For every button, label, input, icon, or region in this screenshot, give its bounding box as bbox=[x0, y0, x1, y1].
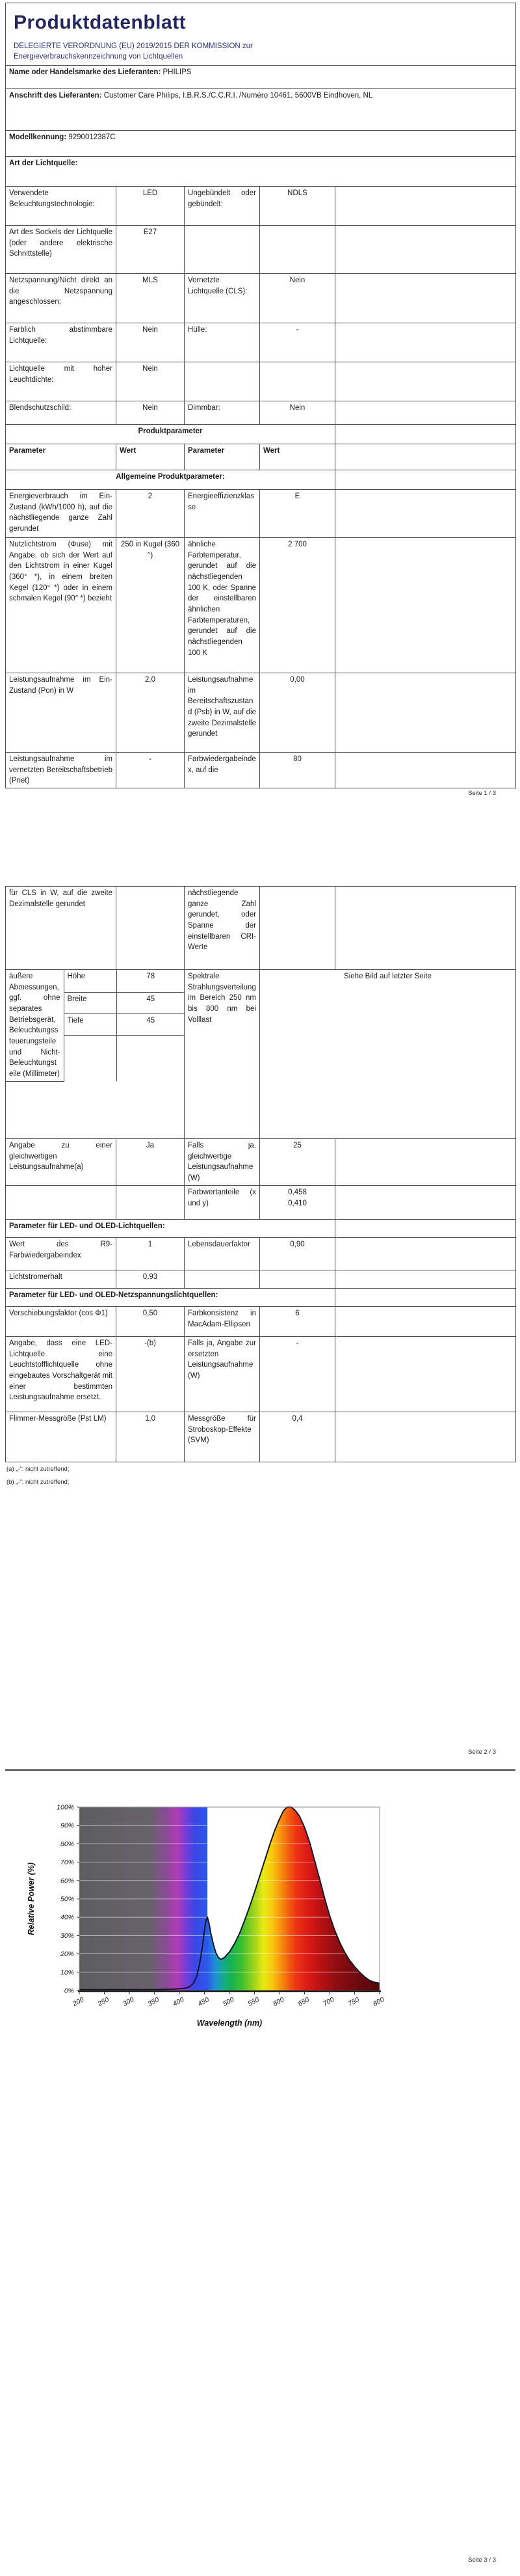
param-value: 0,4 bbox=[260, 1412, 335, 1462]
page1-table bbox=[5, 3, 516, 788]
table-row bbox=[6, 444, 516, 470]
empty-cell bbox=[335, 490, 516, 538]
param-value: Nein bbox=[116, 323, 185, 362]
x-tick-label: 700 bbox=[322, 1995, 336, 2008]
param-value: - bbox=[260, 323, 335, 362]
x-tick-label: 450 bbox=[196, 1995, 211, 2008]
empty-cell bbox=[335, 470, 516, 490]
table-row bbox=[6, 89, 516, 131]
param-label: Lebensdauerfaktor bbox=[185, 1238, 260, 1270]
x-tick-label: 200 bbox=[72, 1995, 86, 2008]
x-tick-label: 500 bbox=[222, 1995, 236, 2008]
param-value: 2,0 bbox=[116, 673, 185, 753]
param-value: NDLS bbox=[260, 187, 335, 226]
empty-cell bbox=[335, 1139, 516, 1186]
param-label: Ungebündelt oder gebündelt: bbox=[185, 187, 260, 226]
empty-cell bbox=[116, 1186, 185, 1220]
x-tick-label: 650 bbox=[296, 1995, 311, 2008]
dimensions-subtable bbox=[6, 970, 185, 1082]
empty-cell bbox=[335, 538, 516, 673]
page-title: Produktdatenblatt bbox=[14, 12, 187, 33]
empty-cell bbox=[335, 673, 516, 753]
empty-cell bbox=[6, 1186, 116, 1220]
footnote-b: (b) „-“: nicht zutreffend; bbox=[6, 1479, 70, 1486]
x-axis-label: Wavelength (nm) bbox=[196, 2019, 263, 2028]
param-label: Lichtquelle mit hoher Leuchtdichte: bbox=[6, 362, 116, 401]
supplier-name-label: Name oder Handelsmarke des Lieferanten: bbox=[9, 68, 161, 76]
param-value: 0,90 bbox=[260, 1238, 335, 1270]
param-value: - bbox=[260, 1337, 335, 1412]
param-value: 2 bbox=[116, 490, 185, 538]
x-tick-label: 750 bbox=[346, 1995, 361, 2008]
param-label: Farblich abstimmbare Lichtquelle: bbox=[6, 323, 116, 362]
supplier-name-row bbox=[6, 66, 516, 89]
table-row bbox=[6, 425, 516, 444]
spectral-power-chart bbox=[23, 1784, 400, 2044]
param-label: Energieverbrauch im Ein-Zustand (kWh/1000 h), auf die nächstliegende ganze Zahl gerundet bbox=[6, 490, 116, 538]
empty-cell bbox=[335, 1270, 516, 1289]
param-value: 1,0 bbox=[116, 1412, 185, 1462]
empty-cell bbox=[335, 1307, 516, 1337]
table-row bbox=[6, 970, 516, 1139]
param-label: Nutzlichtstrom (Φuse) mit Angabe, ob sich der Wert auf den Lichtstrom in einer Kugel (360° *), in einem breiten Kegel (120° *) oder in einem schmalen Kegel (90° *) bezieht bbox=[6, 538, 116, 673]
empty-cell bbox=[335, 1337, 516, 1412]
model-row bbox=[6, 131, 516, 157]
dimension-value: 45 bbox=[116, 992, 185, 1013]
y-tick-label: 100% bbox=[57, 1803, 74, 1812]
empty-cell bbox=[335, 425, 516, 444]
table-row bbox=[6, 323, 516, 362]
table-row bbox=[6, 274, 516, 323]
param-value: 2 700 bbox=[260, 538, 335, 673]
param-label: Blendschutzschild: bbox=[6, 401, 116, 425]
y-tick-label: 20% bbox=[60, 1950, 74, 1959]
footnote-a: (a) „-“: nicht zutreffend; bbox=[6, 1466, 70, 1473]
page1-footer: Seite 1 / 3 bbox=[468, 790, 496, 797]
dimension-name: Höhe bbox=[64, 970, 116, 992]
mains-section-header: Parameter für LED- und OLED-Netzspannungslichtquellen: bbox=[6, 1289, 335, 1307]
empty-cell bbox=[335, 1186, 516, 1220]
table-row bbox=[6, 3, 516, 66]
light-source-type-header: Art der Lichtquelle: bbox=[6, 157, 516, 187]
led-oled-section-header: Parameter für LED- und OLED-Lichtquellen: bbox=[6, 1220, 335, 1238]
table-row bbox=[6, 1307, 516, 1337]
dimension-name: Breite bbox=[64, 992, 116, 1013]
empty-cell bbox=[335, 1289, 516, 1307]
table-row bbox=[6, 66, 516, 89]
table-row bbox=[6, 887, 516, 970]
param-label: Vernetzte Lichtquelle (CLS): bbox=[185, 274, 260, 323]
table-row bbox=[6, 362, 516, 401]
empty-cell bbox=[335, 1412, 516, 1462]
table-row bbox=[6, 538, 516, 673]
regulation-line-2: Energieverbrauchskennzeichnung von Lichtquellen bbox=[14, 52, 183, 60]
param-value: Nein bbox=[116, 362, 185, 401]
x-tick-label: 250 bbox=[96, 1995, 110, 2008]
param-label: Farbwiedergabeindex, auf die bbox=[185, 753, 260, 788]
column-header: Wert bbox=[116, 444, 185, 470]
table-row bbox=[6, 753, 516, 788]
param-value bbox=[260, 362, 335, 401]
param-value: MLS bbox=[116, 274, 185, 323]
footnotes-block bbox=[6, 1466, 69, 1492]
table-row bbox=[6, 1220, 516, 1238]
regulation-line-1: DELEGIERTE VERORDNUNG (EU) 2019/2015 DER KOMMISSION zur bbox=[14, 42, 253, 50]
chromaticity-x: 0,458 bbox=[288, 1188, 307, 1196]
y-tick-label: 0% bbox=[64, 1987, 74, 1995]
page3-divider bbox=[5, 1769, 515, 1771]
param-value: -(b) bbox=[116, 1337, 185, 1412]
empty-cell bbox=[335, 226, 516, 274]
empty-cell bbox=[64, 1035, 116, 1081]
param-label: ähnliche Farbtemperatur, gerundet auf die nächstliegenden 100 K, oder Spanne der einstellbaren ähnlichen Farbtemperaturen, gerundet auf die nächstliegenden 100 K bbox=[185, 538, 260, 673]
param-value bbox=[260, 226, 335, 274]
spectral-distribution-value: Siehe Bild auf letzter Seite bbox=[260, 970, 516, 1139]
page3-footer: Seite 3 / 3 bbox=[468, 2556, 496, 2564]
table-row bbox=[6, 226, 516, 274]
param-value: 0,50 bbox=[116, 1307, 185, 1337]
empty-cell bbox=[335, 362, 516, 401]
y-tick-label: 80% bbox=[60, 1840, 74, 1848]
param-value: Nein bbox=[116, 401, 185, 425]
model-value: 9290012387C bbox=[68, 133, 116, 141]
param-value: 80 bbox=[260, 753, 335, 788]
param-value: 250 in Kugel (360 °) bbox=[116, 538, 185, 673]
param-value: E bbox=[260, 490, 335, 538]
empty-cell bbox=[335, 401, 516, 425]
y-tick-label: 90% bbox=[60, 1821, 74, 1830]
product-parameter-header: Produktparameter bbox=[6, 425, 335, 444]
table-row bbox=[6, 1337, 516, 1412]
chromaticity-values bbox=[260, 1186, 335, 1220]
y-tick-label: 40% bbox=[60, 1913, 74, 1922]
table-row bbox=[6, 157, 516, 187]
y-tick-label: 30% bbox=[60, 1931, 74, 1940]
param-value bbox=[116, 887, 185, 970]
x-tick-label: 800 bbox=[372, 1995, 386, 2008]
param-value: 25 bbox=[260, 1139, 335, 1186]
dimension-value: 45 bbox=[116, 1013, 185, 1035]
y-tick-label: 10% bbox=[60, 1968, 74, 1977]
param-label: Spektrale Strahlungsverteilung im Bereich 250 nm bis 800 nm bei Volllast bbox=[185, 970, 260, 1139]
table-row bbox=[6, 490, 516, 538]
param-label: Verschiebungsfaktor (cos Φ1) bbox=[6, 1307, 116, 1337]
param-value: 0,00 bbox=[260, 673, 335, 753]
dimension-name: Tiefe bbox=[64, 1013, 116, 1035]
table-row bbox=[6, 1289, 516, 1307]
param-label: Netzspannung/Nicht direkt an die Netzspannung angeschlossen: bbox=[6, 274, 116, 323]
param-value: 1 bbox=[116, 1238, 185, 1270]
table-row bbox=[6, 401, 516, 425]
param-value bbox=[260, 887, 335, 970]
empty-cell bbox=[335, 1238, 516, 1270]
empty-cell bbox=[335, 1220, 516, 1238]
param-label: Angabe zu einer gleichwertigen Leistungsaufnahme(a) bbox=[6, 1139, 116, 1186]
param-label: Dimmbar: bbox=[185, 401, 260, 425]
empty-cell bbox=[335, 323, 516, 362]
y-tick-label: 60% bbox=[60, 1877, 74, 1885]
param-label: Verwendete Beleuchtungstechnologie: bbox=[6, 187, 116, 226]
supplier-address-row bbox=[6, 89, 516, 131]
param-value bbox=[260, 1270, 335, 1289]
param-label: Falls ja, Angabe zur ersetzten Leistungsaufnahme (W) bbox=[185, 1337, 260, 1412]
table-row bbox=[6, 187, 516, 226]
param-label: Wert des R9-Farbwiedergabeindex bbox=[6, 1238, 116, 1270]
column-header: Parameter bbox=[185, 444, 260, 470]
y-axis-label: Relative Power (%) bbox=[27, 1862, 36, 1935]
param-value: Ja bbox=[116, 1139, 185, 1186]
dimensions-label: äußere Abmessungen, ggf. ohne separates Betriebsgerät, Beleuchtungssteuerungsteile und Nicht-Beleuchtungsteile (Millimeter) bbox=[6, 970, 64, 1081]
table-row bbox=[6, 131, 516, 157]
param-label: Leistungsaufnahme im Bereitschaftszustand (Psb) in W, auf die zweite Dezimalstelle gerundet bbox=[185, 673, 260, 753]
table-row bbox=[6, 1270, 516, 1289]
param-label: nächstliegende ganze Zahl gerundet, oder Spanne der einstellbaren CRI-Werte bbox=[185, 887, 260, 970]
param-label: Hülle: bbox=[185, 323, 260, 362]
param-label: Farbkonsistenz in MacAdam-Ellipsen bbox=[185, 1307, 260, 1337]
param-value: E27 bbox=[116, 226, 185, 274]
empty-cell bbox=[335, 274, 516, 323]
param-label: Flimmer-Messgröße (Pst LM) bbox=[6, 1412, 116, 1462]
dimension-value: 78 bbox=[116, 970, 185, 992]
param-label: Energieeffizienzklasse bbox=[185, 490, 260, 538]
param-label bbox=[185, 362, 260, 401]
param-label: Art des Sockels der Lichtquelle (oder andere elektrische Schnittstelle) bbox=[6, 226, 116, 274]
x-tick-label: 350 bbox=[146, 1995, 161, 2008]
table-row bbox=[6, 1139, 516, 1186]
model-label: Modellkennung: bbox=[9, 133, 67, 141]
table-row bbox=[6, 1412, 516, 1462]
empty-cell bbox=[335, 887, 516, 970]
y-tick-label: 50% bbox=[60, 1895, 74, 1903]
chromaticity-y: 0,410 bbox=[288, 1199, 307, 1207]
param-label: Lichtstromerhalt bbox=[6, 1270, 116, 1289]
empty-cell bbox=[335, 753, 516, 788]
y-tick-label: 70% bbox=[60, 1858, 74, 1867]
supplier-address-label: Anschrift des Lieferanten: bbox=[9, 92, 102, 100]
param-label: Leistungsaufnahme im Ein-Zustand (Pon) in W bbox=[6, 673, 116, 753]
x-tick-label: 550 bbox=[246, 1995, 261, 2008]
param-value: 0,93 bbox=[116, 1270, 185, 1289]
param-label: für CLS in W, auf die zweite Dezimalstelle gerundet bbox=[6, 887, 116, 970]
param-label: Angabe, dass eine LED-Lichtquelle eine Leuchtstofflichtquelle ohne eingebautes Vorschaltgerät mit einer bestimmten Leistungsaufnahme ersetzt. bbox=[6, 1337, 116, 1412]
param-label: Leistungsaufnahme im vernetzten Bereitschaftsbetrieb (Pnet) bbox=[6, 753, 116, 788]
empty-cell bbox=[335, 187, 516, 226]
param-label bbox=[185, 1270, 260, 1289]
table-row bbox=[6, 1238, 516, 1270]
param-value: - bbox=[116, 753, 185, 788]
supplier-address-value: Customer Care Philips, I.B.R.S./C.C.R.I. /Numéro 10461, 5600VB Eindhoven, NL bbox=[103, 92, 373, 100]
page2-footer: Seite 2 / 3 bbox=[468, 1749, 496, 1756]
param-value: Nein bbox=[260, 401, 335, 425]
table-row bbox=[6, 470, 516, 490]
x-tick-label: 300 bbox=[122, 1995, 136, 2008]
param-label: Falls ja, gleichwertige Leistungsaufnahme (W) bbox=[185, 1139, 260, 1186]
param-label: Messgröße für Stroboskop-Effekte (SVM) bbox=[185, 1412, 260, 1462]
param-value: 6 bbox=[260, 1307, 335, 1337]
table-row bbox=[6, 673, 516, 753]
x-tick-label: 600 bbox=[272, 1995, 286, 2008]
supplier-name-value: PHILIPS bbox=[162, 68, 192, 76]
x-tick-label: 400 bbox=[172, 1995, 186, 2008]
page2-table bbox=[5, 886, 516, 1462]
title-cell bbox=[6, 3, 516, 66]
general-parameter-header: Allgemeine Produktparameter: bbox=[6, 470, 335, 490]
column-header: Wert bbox=[260, 444, 335, 470]
table-row bbox=[6, 1186, 516, 1220]
param-value: Nein bbox=[260, 274, 335, 323]
empty-cell bbox=[116, 1035, 185, 1081]
empty-cell bbox=[335, 444, 516, 470]
param-label bbox=[185, 226, 260, 274]
param-value: LED bbox=[116, 187, 185, 226]
param-label: Farbwertanteile (x und y) bbox=[185, 1186, 260, 1220]
column-header: Parameter bbox=[6, 444, 116, 470]
